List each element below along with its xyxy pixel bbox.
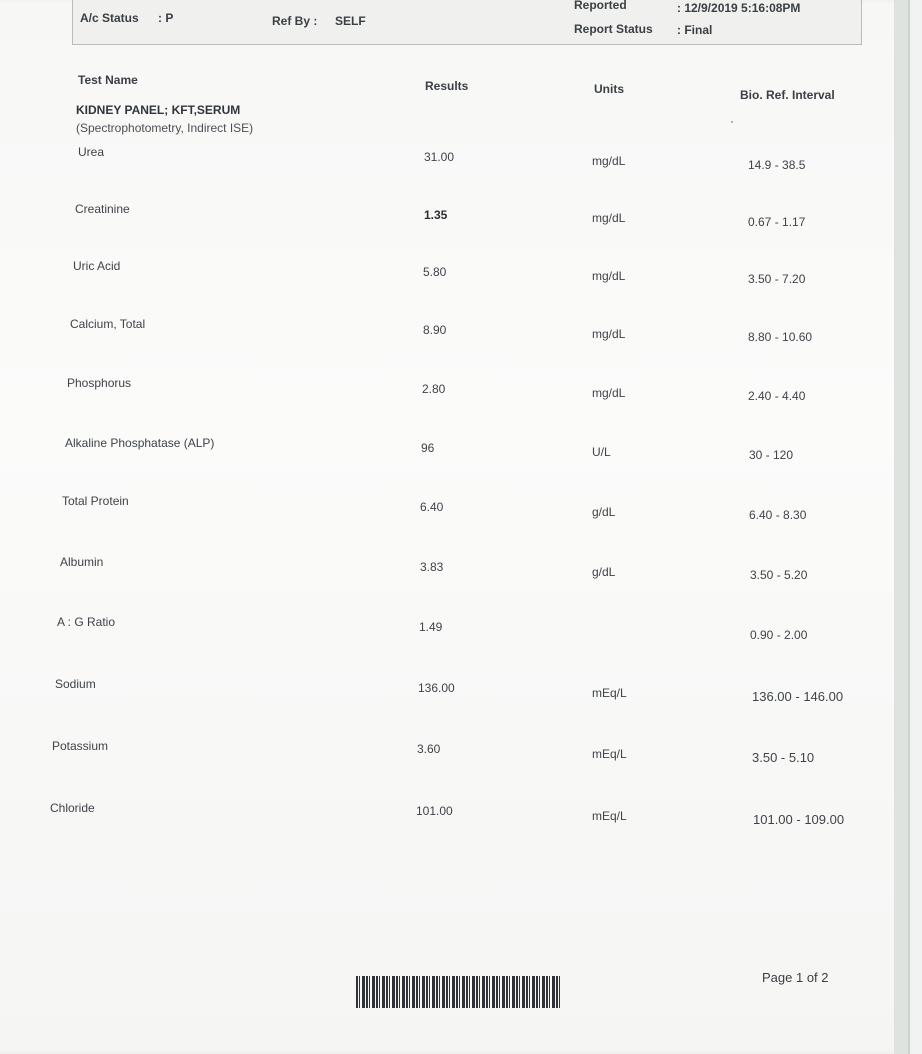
ac-status-value: : P: [158, 11, 174, 25]
speck: [731, 121, 733, 123]
ac-status-label: A/c Status: [80, 11, 139, 25]
row-creatinine-result: 1.35: [424, 208, 448, 222]
row-sodium-unit: mEq/L: [592, 686, 627, 700]
row-sodium-range: 136.00 - 146.00: [752, 689, 844, 704]
row-urea-range: 14.9 - 38.5: [748, 158, 806, 172]
row-calcium-result: 8.90: [423, 323, 447, 337]
row-alp-range: 30 - 120: [749, 448, 794, 462]
col-results: Results: [425, 79, 469, 93]
row-creatinine-name: Creatinine: [75, 202, 130, 216]
page-edge: [894, 0, 908, 1054]
row-urea-result: 31.00: [424, 150, 455, 164]
row-albumin-result: 3.83: [420, 560, 444, 574]
row-chloride-range: 101.00 - 109.00: [753, 812, 845, 827]
row-uric-acid-range: 3.50 - 7.20: [748, 272, 806, 286]
ref-by-value: SELF: [335, 14, 366, 28]
row-ag-ratio-range: 0.90 - 2.00: [750, 628, 808, 642]
row-alp-result: 96: [421, 441, 435, 455]
panel-method: (Spectrophotometry, Indirect ISE): [76, 121, 254, 135]
report-status-label: Report Status: [574, 22, 653, 36]
row-phosphorus-name: Phosphorus: [67, 376, 132, 390]
row-creatinine-unit: mg/dL: [592, 211, 626, 225]
row-albumin-unit: g/dL: [592, 565, 616, 579]
row-potassium-name: Potassium: [52, 739, 109, 753]
row-chloride-name: Chloride: [50, 801, 95, 815]
row-potassium-result: 3.60: [417, 742, 441, 756]
row-chloride-result: 101.00: [416, 804, 453, 818]
row-ag-ratio-name: A : G Ratio: [57, 615, 116, 629]
row-alp-name: Alkaline Phosphatase (ALP): [65, 436, 215, 450]
row-calcium-range: 8.80 - 10.60: [748, 330, 813, 344]
row-total-protein-result: 6.40: [420, 500, 444, 514]
col-units: Units: [594, 82, 624, 96]
row-calcium-name: Calcium, Total: [70, 317, 146, 331]
row-phosphorus-result: 2.80: [422, 382, 446, 396]
row-albumin-range: 3.50 - 5.20: [750, 568, 808, 582]
col-test-name: Test Name: [78, 73, 138, 87]
row-phosphorus-unit: mg/dL: [592, 386, 626, 400]
row-total-protein-range: 6.40 - 8.30: [749, 508, 807, 522]
row-ag-ratio-result: 1.49: [419, 620, 443, 634]
row-albumin-name: Albumin: [60, 555, 104, 569]
barcode: [356, 976, 560, 1008]
row-uric-acid-result: 5.80: [423, 265, 447, 279]
reported-value: : 12/9/2019 5:16:08PM: [677, 1, 801, 15]
panel-title: KIDNEY PANEL; KFT,SERUM: [76, 103, 241, 117]
row-chloride-unit: mEq/L: [592, 809, 627, 823]
row-uric-acid-unit: mg/dL: [592, 269, 626, 283]
ref-by-label: Ref By :: [272, 14, 318, 28]
row-calcium-unit: mg/dL: [592, 327, 626, 341]
row-phosphorus-range: 2.40 - 4.40: [748, 389, 806, 403]
row-urea-unit: mg/dL: [592, 154, 626, 168]
row-alp-unit: U/L: [592, 445, 611, 459]
row-potassium-unit: mEq/L: [592, 747, 627, 761]
row-urea-name: Urea: [78, 145, 105, 159]
reported-label: Reported: [574, 0, 627, 12]
row-sodium-name: Sodium: [55, 677, 96, 691]
report-status-value: : Final: [677, 23, 713, 37]
row-creatinine-range: 0.67 - 1.17: [748, 215, 806, 229]
col-ref-interval: Bio. Ref. Interval: [740, 88, 835, 102]
row-uric-acid-name: Uric Acid: [73, 259, 121, 273]
page-number: Page 1 of 2: [762, 970, 829, 985]
row-potassium-range: 3.50 - 5.10: [752, 750, 815, 765]
row-total-protein-unit: g/dL: [592, 505, 616, 519]
row-sodium-result: 136.00: [418, 681, 455, 695]
row-total-protein-name: Total Protein: [62, 494, 129, 508]
